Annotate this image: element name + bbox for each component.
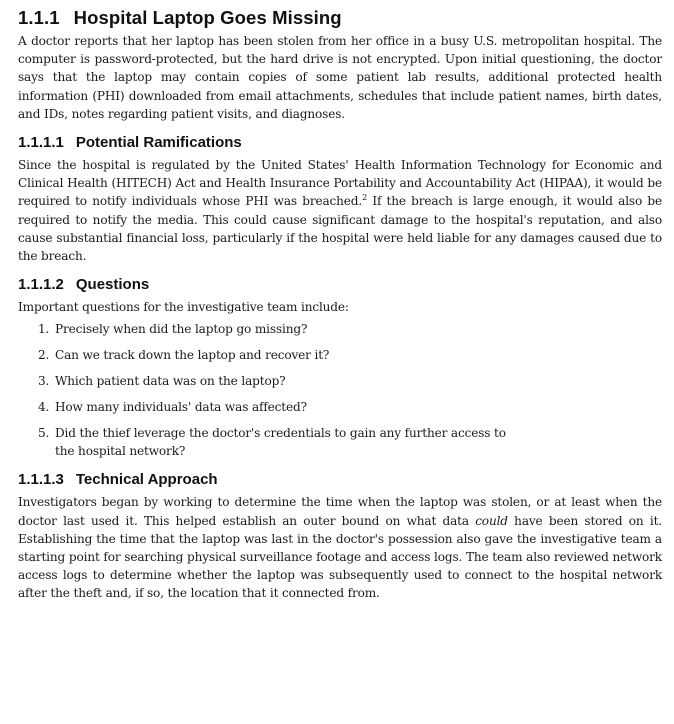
list-item	[38, 346, 662, 364]
subsection-number: 1.1.1.1	[18, 134, 64, 152]
subsection-questions	[18, 275, 662, 460]
list-item	[38, 424, 662, 460]
subsection-title: Questions	[75, 276, 150, 294]
subsection-title: Potential Ramifications	[75, 134, 242, 152]
list-item-number: 1.	[38, 322, 50, 337]
ramifications-text-1: Since the hospital is regulated by the United States' Health Information Technology for Economic and Clinical Health (HITECH) Act and Health Insurance Portability and Accountability Act (HIPAA), it would be required to notify individuals whose PHI was breached.	[18, 158, 662, 209]
questions-list	[18, 320, 662, 460]
list-item	[38, 372, 662, 390]
list-item-number: 4.	[38, 400, 50, 415]
list-item-text: Precisely when did the laptop go missing?	[55, 322, 308, 337]
section-title: Hospital Laptop Goes Missing	[73, 7, 342, 28]
list-item-text: Did the thief leverage the doctor's credentials to gain any further access to the hospital network?	[55, 426, 506, 459]
subsection-heading	[18, 275, 662, 295]
document-page	[18, 6, 662, 613]
subsection-title: Technical Approach	[75, 471, 218, 489]
list-item-number: 2.	[38, 348, 50, 363]
list-item-number: 3.	[38, 374, 50, 389]
intro-paragraph: A doctor reports that her laptop has been stolen from her office in a busy U.S. metropolitan hospital. The computer is password-protected, but the hard drive is not encrypted. Upon initial questioning, the doctor says that the laptop may contain copies of some patient lab results, additional protected health information (PHI) downloaded from email attachments, schedules that include patient names, birth dates, and IDs, notes regarding patient visits, and diagnoses.	[18, 34, 662, 121]
subsection-heading	[18, 133, 662, 153]
ramifications-paragraph	[18, 156, 662, 265]
footnote-mark[interactable]: 2	[362, 193, 368, 203]
subsection-ramifications	[18, 133, 662, 265]
list-item	[38, 398, 662, 416]
list-item-text: How many individuals' data was affected?	[55, 400, 307, 415]
approach-emphasis: could	[475, 513, 508, 528]
list-item-text: Can we track down the laptop and recover it?	[55, 348, 330, 363]
approach-text-1: Investigators began by working to determine the time when the laptop was stolen, or at least when the doctor last used it. This helped establish an outer bound on what data	[18, 495, 662, 528]
approach-text-2: have been stored on it. Establishing the time that the laptop was last in the doctor's possession also gave the investigative team a starting point for searching physical surveillance footage and access logs. The team also reviewed network access logs to determine whether the laptop was subsequently used to connect to the hospital network after the theft and, if so, the location that it connected from.	[18, 513, 662, 601]
section-heading	[18, 6, 662, 30]
subsection-approach	[18, 470, 662, 602]
section-number: 1.1.1	[18, 7, 60, 28]
subsection-heading	[18, 470, 662, 490]
list-item-text: Which patient data was on the laptop?	[55, 374, 286, 389]
subsection-number: 1.1.1.3	[18, 471, 64, 489]
ramifications-text-2: If the breach is large enough, it would also be required to notify the media. This could cause significant damage to the hospital's reputation, and also cause substantial financial loss, particularly if the hospital were held liable for any damages caused due to the breach.	[18, 194, 662, 264]
list-item	[38, 320, 662, 338]
subsection-number: 1.1.1.2	[18, 276, 64, 294]
questions-intro: Important questions for the investigative team include:	[18, 300, 349, 315]
approach-paragraph	[18, 493, 662, 602]
section-hospital-laptop	[18, 6, 662, 123]
list-item-number: 5.	[38, 426, 50, 441]
